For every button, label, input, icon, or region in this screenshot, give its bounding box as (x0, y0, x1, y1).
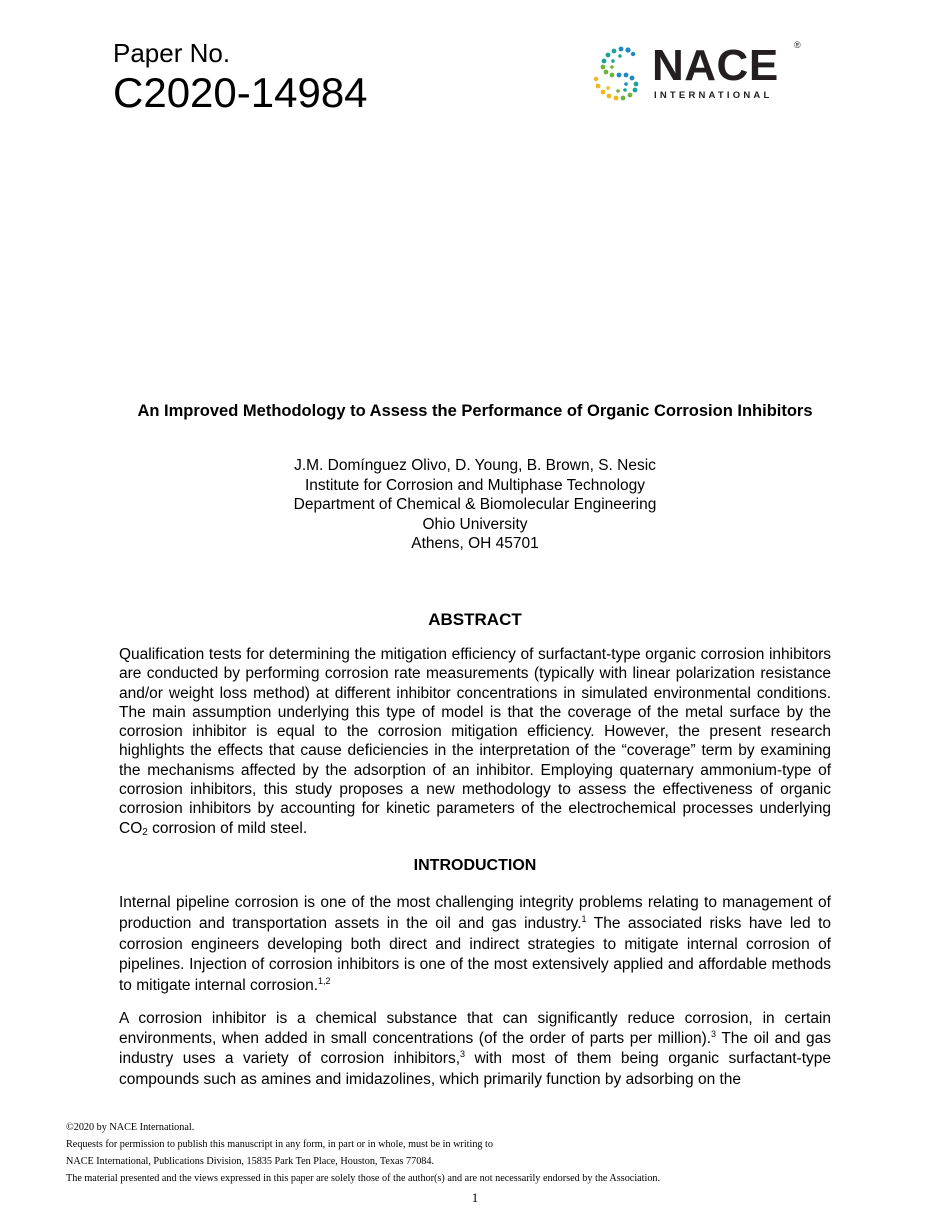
citation-ref: 1 (581, 913, 587, 924)
intro-p2-text: A corrosion inhibitor is a chemical substance that can significantly reduce corrosion, in certain environments, when added in small concentrations (of the order of parts per million). (119, 1010, 831, 1048)
footer-copyright: ©2020 by NACE International. (66, 1122, 195, 1133)
author-institute: Institute for Corrosion and Multiphase Technology (304, 476, 646, 494)
intro-paragraph-1 (119, 893, 831, 997)
abstract-heading: ABSTRACT (428, 610, 522, 629)
author-names: J.M. Domínguez Olivo, D. Young, B. Brown, S. Nesic (294, 457, 656, 474)
nace-swirl-icon (592, 44, 650, 102)
intro-paragraph-2 (119, 1009, 831, 1090)
abstract-text-end: corrosion of mild steel. (147, 819, 308, 837)
author-block (120, 456, 830, 554)
footer-address: NACE International, Publications Division, 15835 Park Ten Place, Houston, Texas 77084. (66, 1156, 435, 1167)
author-university: Ohio University (422, 515, 528, 533)
page-number: 1 (471, 1190, 479, 1205)
introduction-heading: INTRODUCTION (413, 857, 537, 874)
paper-number-block (113, 40, 368, 114)
logo-wordmark: NACE (652, 41, 779, 90)
footer-notice (66, 1119, 660, 1187)
author-location: Athens, OH 45701 (411, 535, 539, 552)
paper-title: An Improved Methodology to Assess the Performance of Organic Corrosion Inhibitors (137, 402, 813, 420)
paper-label: Paper No. (113, 38, 231, 68)
citation-ref: 1,2 (318, 976, 331, 987)
intro-p1-text-cont: The associated risks have led to corrosion engineers developing both direct and indirect strategies to mitigate internal corrosion of pipelines. Injection of corrosion inhibitors is one of the most extensively applied and affordable methods to mitigate internal corrosion. (119, 914, 831, 995)
footer-permission: Requests for permission to publish this manuscript in any form, in part or in whole, must be in writing to (66, 1139, 493, 1150)
abstract-text: Qualification tests for determining the mitigation efficiency of surfactant-type organic corrosion inhibitors are conducted by performing corrosion rate measurements (typically with linear polarization resistance and/or weight loss method) at different inhibitor concentrations in simulated environmental conditions. The main assumption underlying this type of model is that the coverage of the metal surface by the corrosion inhibitor is equal to the corrosion mitigation efficiency. However, the present research highlights the effects that cause deficiencies in the interpretation of the “coverage” term by examining the mechanisms affected by the adsorption of an inhibitor. Employing quaternary ammonium-type of corrosion inhibitors, this study proposes a new methodology to assess the effectiveness of organic corrosion inhibitors by accounting for kinetic parameters of the electrochemical processes underlying CO (119, 646, 831, 837)
paper-number: C2020-14984 (113, 69, 368, 116)
logo-subtitle: INTERNATIONAL (654, 90, 773, 101)
registered-mark: ® (794, 40, 801, 50)
citation-ref: 3 (711, 1029, 717, 1040)
nace-logo (592, 42, 807, 104)
author-department: Department of Chemical & Biomolecular Engineering (293, 496, 657, 513)
citation-ref: 3 (460, 1049, 466, 1060)
footer-disclaimer: The material presented and the views expressed in this paper are solely those of the author(s) and are not necessarily endorsed by the Association. (66, 1173, 661, 1184)
intro-p1-text: Internal pipeline corrosion is one of the most challenging integrity problems relating to management of production and transportation assets in the oil and gas industry. (119, 894, 831, 932)
abstract-subscript: 2 (142, 826, 148, 838)
abstract-paragraph (119, 645, 831, 838)
intro-p2-text-cont: The oil and gas industry uses a variety of corrosion inhibitors, (119, 1030, 832, 1068)
intro-p2-text-end: with most of them being organic surfactant-type compounds such as amines and imidazolines, which primarily function by adsorbing on the (119, 1050, 832, 1088)
